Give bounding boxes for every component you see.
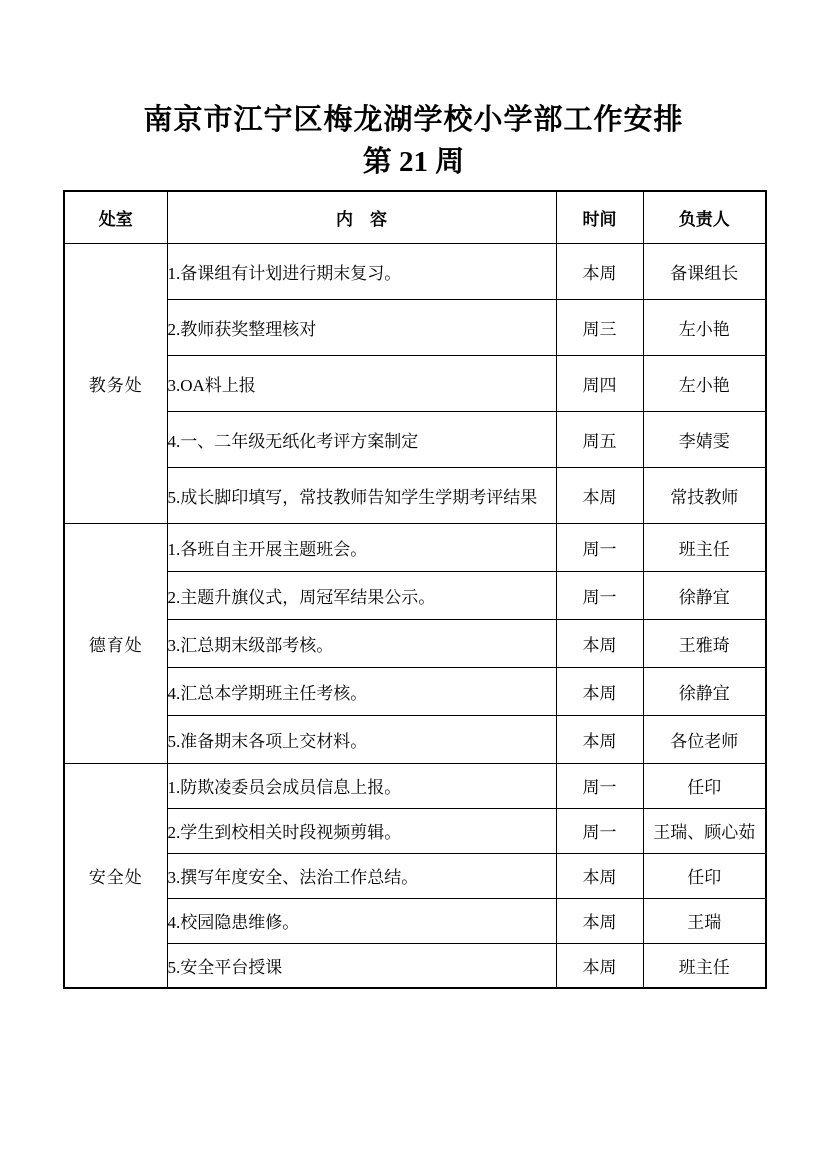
header-cell-owner: 负责人: [643, 191, 766, 243]
cell-content: 3.OA料上报: [167, 355, 556, 411]
cell-time: 本周: [556, 467, 643, 523]
cell-time: 周一: [556, 571, 643, 619]
cell-content: 5.准备期末各项上交材料。: [167, 715, 556, 763]
table-row: [64, 467, 766, 523]
cell-time: 周一: [556, 523, 643, 571]
cell-owner: 左小艳: [643, 299, 766, 355]
cell-owner: 班主任: [643, 523, 766, 571]
cell-content: 4.汇总本学期班主任考核。: [167, 667, 556, 715]
cell-time: 本周: [556, 943, 643, 988]
table-row: [64, 411, 766, 467]
cell-owner: 左小艳: [643, 355, 766, 411]
cell-owner: 常技教师: [643, 467, 766, 523]
cell-time: 周五: [556, 411, 643, 467]
cell-time: 本周: [556, 243, 643, 299]
table-row: [64, 523, 766, 571]
cell-time: 周四: [556, 355, 643, 411]
cell-content: 3.汇总期末级部考核。: [167, 619, 556, 667]
table-row: [64, 943, 766, 988]
title-block: [0, 0, 827, 184]
cell-content: 4.校园隐患维修。: [167, 898, 556, 943]
table-row: [64, 808, 766, 853]
header-cell-department: 处室: [64, 191, 167, 243]
cell-time: 本周: [556, 898, 643, 943]
header-row: [64, 191, 766, 243]
cell-owner: 徐静宜: [643, 667, 766, 715]
cell-content: 5.成长脚印填写，常技教师告知学生学期考评结果: [167, 467, 556, 523]
cell-time: 周三: [556, 299, 643, 355]
page-title: 南京市江宁区梅龙湖学校小学部工作安排: [143, 104, 684, 136]
cell-owner: 任印: [643, 763, 766, 808]
cell-time: 本周: [556, 667, 643, 715]
page-subtitle: 第 21 周: [362, 146, 465, 178]
department-cell-safety: 安全处: [64, 763, 167, 988]
cell-content: 2.主题升旗仪式，周冠军结果公示。: [167, 571, 556, 619]
cell-time: 周一: [556, 763, 643, 808]
table-row: [64, 715, 766, 763]
cell-content: 4.一、二年级无纸化考评方案制定: [167, 411, 556, 467]
cell-content: 1.各班自主开展主题班会。: [167, 523, 556, 571]
cell-owner: 徐静宜: [643, 571, 766, 619]
cell-owner: 王雅琦: [643, 619, 766, 667]
cell-content: 2.学生到校相关时段视频剪辑。: [167, 808, 556, 853]
table-row: [64, 667, 766, 715]
table-row: [64, 571, 766, 619]
cell-time: 本周: [556, 715, 643, 763]
cell-owner: 王瑞、顾心茹: [643, 808, 766, 853]
cell-owner: 备课组长: [643, 243, 766, 299]
cell-content: 5.安全平台授课: [167, 943, 556, 988]
cell-content: 1.防欺凌委员会成员信息上报。: [167, 763, 556, 808]
cell-time: 本周: [556, 853, 643, 898]
cell-content: 2.教师获奖整理核对: [167, 299, 556, 355]
department-cell-moral-education: 德育处: [64, 523, 167, 763]
header-cell-content: 内 容: [167, 191, 556, 243]
cell-content: 3.撰写年度安全、法治工作总结。: [167, 853, 556, 898]
cell-owner: 李婧雯: [643, 411, 766, 467]
cell-time: 本周: [556, 619, 643, 667]
cell-owner: 班主任: [643, 943, 766, 988]
header-cell-time: 时间: [556, 191, 643, 243]
table-row: [64, 853, 766, 898]
schedule-table: [63, 190, 767, 989]
table-row: [64, 619, 766, 667]
department-cell-academic-affairs: 教务处: [64, 243, 167, 523]
cell-owner: 各位老师: [643, 715, 766, 763]
table-row: [64, 243, 766, 299]
table-row: [64, 763, 766, 808]
table-row: [64, 898, 766, 943]
cell-content: 1.备课组有计划进行期末复习。: [167, 243, 556, 299]
cell-owner: 任印: [643, 853, 766, 898]
cell-owner: 王瑞: [643, 898, 766, 943]
cell-time: 周一: [556, 808, 643, 853]
table-row: [64, 355, 766, 411]
table-row: [64, 299, 766, 355]
